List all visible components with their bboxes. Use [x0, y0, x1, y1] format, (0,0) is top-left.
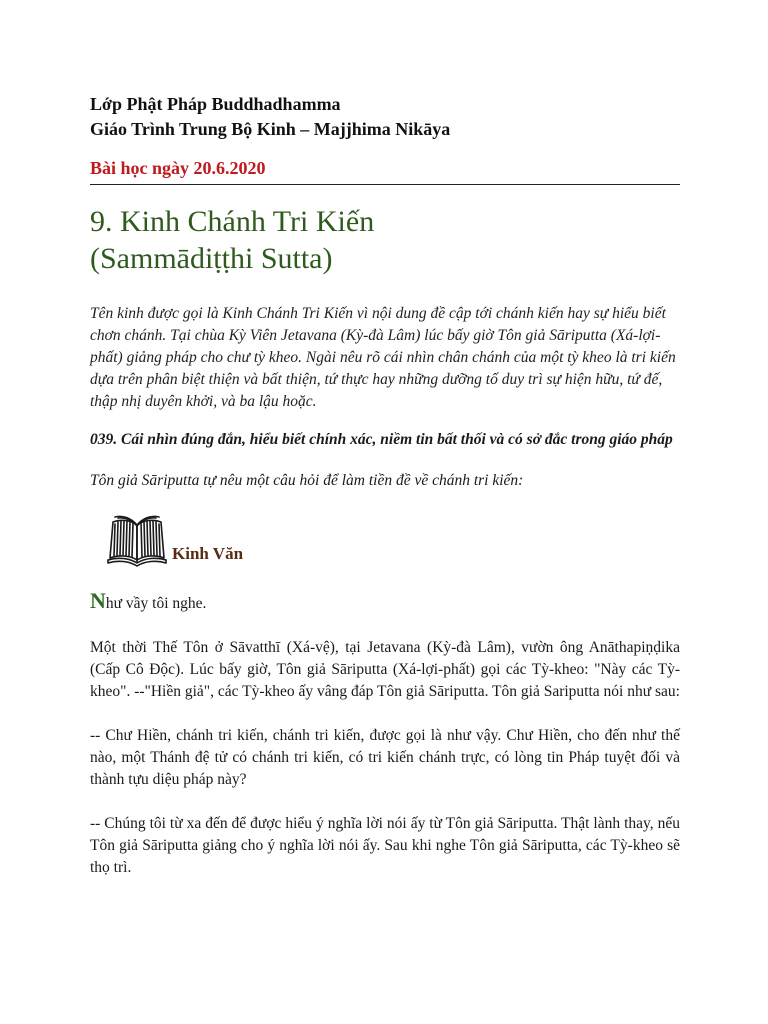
body-paragraph-2: -- Chư Hiền, chánh tri kiến, chánh tri kiến, được gọi là như vậy. Chư Hiền, cho đến như thế nào, một Thánh đệ tử có chánh tri kiến, có tri kiến chánh trực, có lòng tin Pháp tuyệt đối và thành tựu diệu pháp này?: [90, 727, 680, 788]
course-title: Lớp Phật Pháp Buddhadhamma: [90, 94, 341, 114]
lead-in-paragraph: Tôn giả Sāriputta tự nêu một câu hỏi để làm tiền đề về chánh tri kiến:: [90, 472, 524, 489]
kinh-van-label: Kinh Văn: [172, 544, 244, 563]
book-icon: [104, 510, 170, 570]
opening-line: [90, 590, 680, 615]
opening-text: hư vầy tôi nghe.: [105, 595, 207, 612]
body-paragraph-3: -- Chúng tôi từ xa đến để được hiểu ý nghĩa lời nói ấy từ Tôn giả Sāriputta. Thật lành thay, nếu Tôn giả Sāriputta giảng cho ý nghĩa lời nói ấy. Sau khi nghe Tôn giả Sāriputta, các Tỳ-kheo sẽ thọ trì.: [90, 815, 680, 876]
intro-paragraph: Tên kinh được gọi là Kinh Chánh Tri Kiến vì nội dung đề cập tới chánh kiến hay sự hiểu biết chơn chánh. Tại chùa Kỳ Viên Jetavana (Kỳ-đà Lâm) lúc bấy giờ Tôn giả Sāriputta (Xá-lợi-phất) giảng pháp cho chư tỳ kheo. Ngài nêu rõ cái nhìn chân chánh của một tỳ kheo là tri kiến dựa trên phân biệt thiện và bất thiện, tứ thực hay những dưỡng tố duy trì sự hiện hữu, tứ đế, thập nhị duyên khởi, và ba lậu hoặc.: [90, 305, 676, 410]
drop-cap-letter: N: [90, 588, 106, 613]
section-heading: 039. Cái nhìn đúng đắn, hiểu biết chính xác, niềm tin bất thối và có sở đắc trong giáo pháp: [90, 431, 673, 448]
document-page: [90, 92, 680, 879]
body-paragraph-1: Một thời Thế Tôn ở Sāvatthī (Xá-vệ), tại Jetavana (Kỳ-đà Lâm), vườn ông Anāthapiṇḍika (Cấp Cô Độc). Lúc bấy giờ, Tôn giả Sāriputta (Xá-lợi-phất) gọi các Tỳ-kheo: "Này các Tỳ-kheo". --"Hiền giả", các Tỳ-kheo ấy vâng đáp Tôn giả Sāriputta. Tôn giả Sariputta nói như sau:: [90, 639, 680, 700]
sutta-title-pali: (Sammādiṭṭhi Sutta): [90, 242, 333, 275]
lesson-date: Bài học ngày 20.6.2020: [90, 158, 266, 178]
horizontal-divider: [90, 184, 680, 185]
curriculum-title: Giáo Trình Trung Bộ Kinh – Majjhima Nikāya: [90, 119, 451, 139]
sutta-title: [90, 203, 680, 277]
kinh-van-heading: [104, 510, 680, 576]
sutta-title-vietnamese: 9. Kinh Chánh Tri Kiến: [90, 205, 375, 238]
